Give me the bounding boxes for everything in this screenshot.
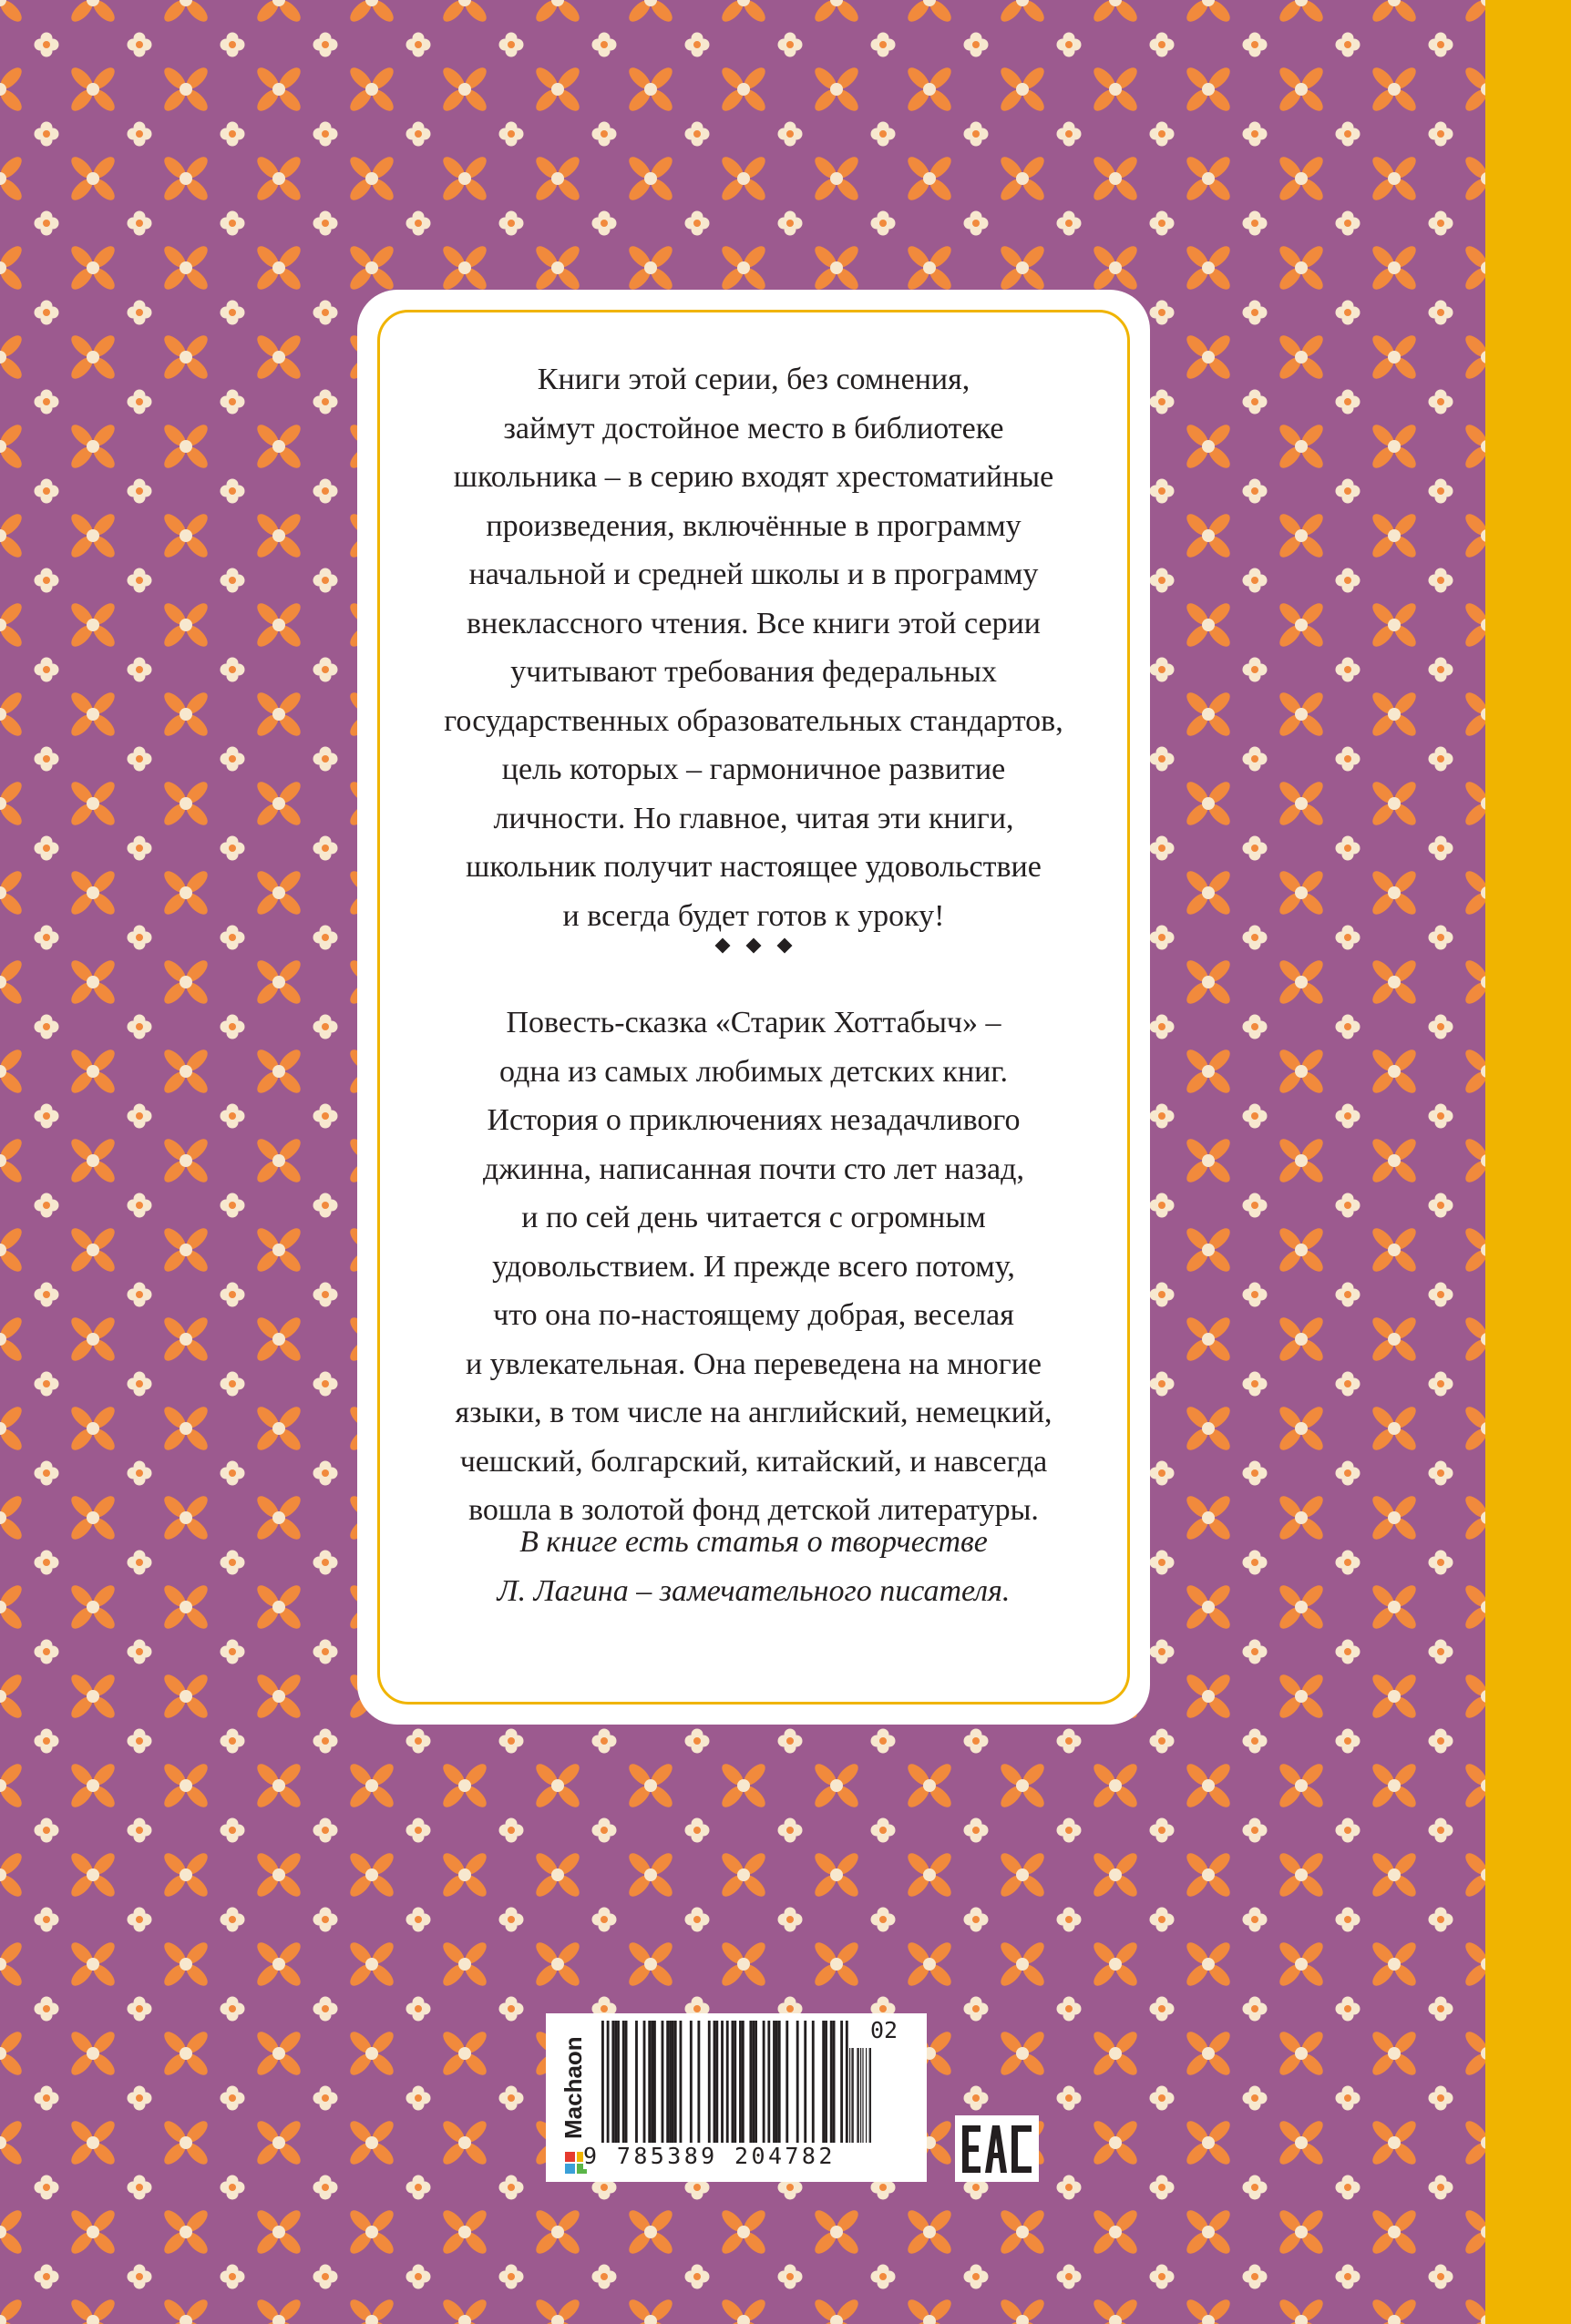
barcode-addon: 02: [870, 2017, 898, 2043]
blurb-line: учитывают требования федеральных: [510, 655, 997, 689]
isbn-barcode: [601, 2021, 875, 2148]
blurb-line: Повесть-сказка «Старик Хоттабыч» –: [506, 1006, 1001, 1039]
blurb-line: внеклассного чтения. Все книги этой серии: [467, 606, 1041, 640]
blurb-line: школьник получит настоящее удовольствие: [466, 850, 1042, 884]
blurb-line: и увлекательная. Она переведена на многие: [465, 1346, 1042, 1381]
blurb-line: произведения, включённые в программу: [486, 508, 1022, 543]
eac-certification-mark: [955, 2115, 1039, 2182]
blurb-line: Л. Лагина – замечательного писателя.: [497, 1573, 1011, 1608]
barcode-digits: 9 785389 204782: [583, 2143, 884, 2169]
blurb-line: личности. Но главное, читая эти книги,: [493, 801, 1014, 835]
blurb-line: и по сей день читается с огромным: [521, 1201, 986, 1234]
blurb-line: История о приключениях незадачливого: [487, 1103, 1021, 1137]
blurb-line: языки, в том числе на английский, немецкий,: [455, 1396, 1052, 1429]
blurb-line: вошла в золотой фонд детской литературы.: [468, 1493, 1039, 1527]
blurb-paragraph-series: [357, 355, 1150, 940]
blurb-line: и всегда будет готов к уроку!: [562, 898, 945, 933]
diamond-icon: [777, 938, 793, 954]
blurb-line: Книги этой серии, без сомнения,: [537, 363, 970, 396]
blurb-line: удовольствием. И прежде всего потому,: [492, 1249, 1015, 1284]
blurb-line: чешский, болгарский, китайский, и навсегда: [459, 1444, 1048, 1479]
blurb-paragraph-note: [357, 1518, 1150, 1615]
blurb-line: что она по-настоящему добрая, веселая: [493, 1298, 1014, 1332]
blurb-line: одна из самых любимых детских книг.: [499, 1054, 1008, 1089]
blurb-paragraph-book: [357, 998, 1150, 1535]
diamond-icon: [715, 938, 731, 954]
diamond-icon: [746, 938, 762, 954]
book-spine-strip: [1485, 0, 1571, 2324]
blurb-line: В книге есть статья о творчестве: [519, 1525, 988, 1559]
publisher-logo-text: Machaon: [560, 2036, 587, 2139]
blurb-line: государственных образовательных стандартов,: [444, 703, 1063, 738]
eac-icon: [960, 2122, 1033, 2176]
ornament-divider: [357, 940, 1150, 951]
blurb-line: цель которых – гармоничное развитие: [501, 752, 1006, 786]
blurb-line: начальной и средней школы и в программу: [468, 558, 1039, 591]
blurb-card: [357, 290, 1150, 1725]
blurb-line: школьника – в серию входят хрестоматийные: [453, 460, 1054, 494]
blurb-line: займут достойное место в библиотеке: [503, 411, 1004, 445]
blurb-line: джинна, написанная почти сто лет назад,: [483, 1152, 1024, 1186]
